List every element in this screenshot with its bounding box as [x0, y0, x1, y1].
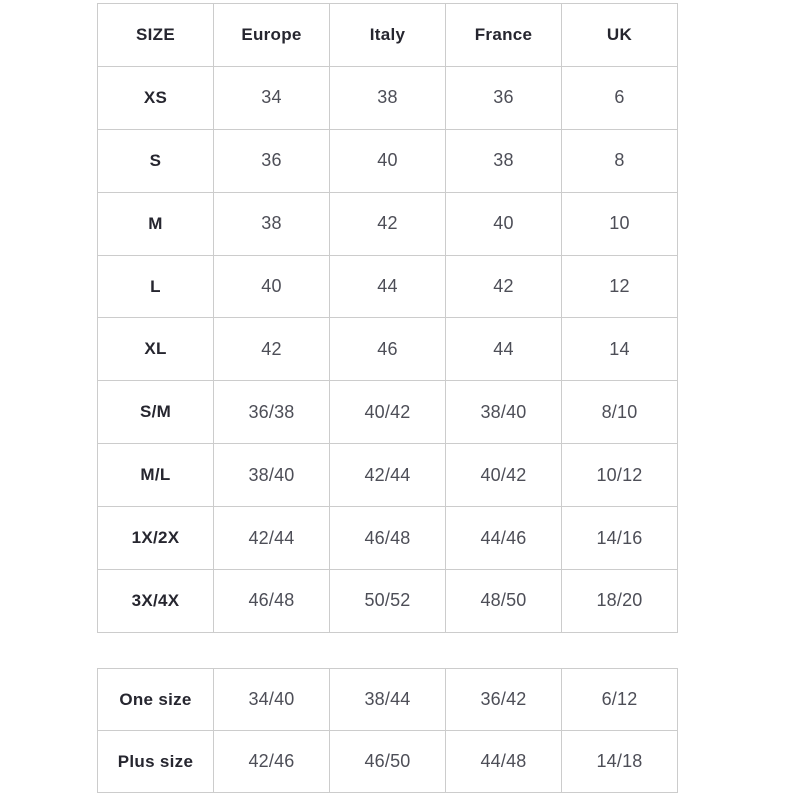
size-row-label: L [98, 255, 214, 318]
size-value-cell: 44 [446, 318, 562, 381]
size-value-cell: 40/42 [446, 444, 562, 507]
size-value-cell: 42 [214, 318, 330, 381]
size-value-cell: 42/44 [214, 507, 330, 570]
size-value-cell: 6/12 [562, 669, 678, 731]
size-value-cell: 38 [330, 66, 446, 129]
size-row-label: M [98, 192, 214, 255]
table-row [98, 66, 678, 129]
size-value-cell: 36/38 [214, 381, 330, 444]
size-value-cell: 8 [562, 129, 678, 192]
size-value-cell: 44/46 [446, 507, 562, 570]
size-value-cell: 6 [562, 66, 678, 129]
size-value-cell: 44/48 [446, 731, 562, 793]
size-conversion-table [97, 3, 678, 633]
size-value-cell: 12 [562, 255, 678, 318]
size-value-cell: 40 [214, 255, 330, 318]
size-value-cell: 10 [562, 192, 678, 255]
size-value-cell: 14/16 [562, 507, 678, 570]
size-value-cell: 46/50 [330, 731, 446, 793]
size-value-cell: 10/12 [562, 444, 678, 507]
size-row-label: XL [98, 318, 214, 381]
table-row [98, 444, 678, 507]
size-value-cell: 38/40 [214, 444, 330, 507]
size-conversion-table-header [98, 4, 678, 67]
size-row-label: XS [98, 66, 214, 129]
size-value-cell: 8/10 [562, 381, 678, 444]
size-value-cell: 38/40 [446, 381, 562, 444]
table-row [98, 669, 678, 731]
region-column-header: Europe [214, 4, 330, 67]
size-value-cell: 14/18 [562, 731, 678, 793]
size-value-cell: 42/46 [214, 731, 330, 793]
size-value-cell: 38/44 [330, 669, 446, 731]
size-row-label: Plus size [98, 731, 214, 793]
size-value-cell: 42/44 [330, 444, 446, 507]
table-row [98, 507, 678, 570]
size-value-cell: 36 [446, 66, 562, 129]
table-row [98, 192, 678, 255]
table-header-row [98, 4, 678, 67]
size-value-cell: 36/42 [446, 669, 562, 731]
size-value-cell: 50/52 [330, 570, 446, 633]
size-row-label: S/M [98, 381, 214, 444]
region-column-header: France [446, 4, 562, 67]
table-row [98, 129, 678, 192]
size-value-cell: 38 [214, 192, 330, 255]
size-value-cell: 34/40 [214, 669, 330, 731]
size-value-cell: 42 [330, 192, 446, 255]
region-column-header: UK [562, 4, 678, 67]
size-value-cell: 18/20 [562, 570, 678, 633]
size-value-cell: 34 [214, 66, 330, 129]
table-row [98, 255, 678, 318]
size-value-cell: 42 [446, 255, 562, 318]
size-value-cell: 46/48 [330, 507, 446, 570]
size-row-label: One size [98, 669, 214, 731]
table-row [98, 570, 678, 633]
table-row [98, 381, 678, 444]
table-row [98, 318, 678, 381]
size-conversion-table-body [98, 66, 678, 632]
size-value-cell: 44 [330, 255, 446, 318]
size-row-label: 3X/4X [98, 570, 214, 633]
special-sizes-table [97, 668, 678, 793]
size-value-cell: 46/48 [214, 570, 330, 633]
size-value-cell: 36 [214, 129, 330, 192]
size-row-label: M/L [98, 444, 214, 507]
special-sizes-table-body [98, 669, 678, 793]
size-value-cell: 40 [446, 192, 562, 255]
size-column-header: SIZE [98, 4, 214, 67]
size-row-label: S [98, 129, 214, 192]
region-column-header: Italy [330, 4, 446, 67]
size-row-label: 1X/2X [98, 507, 214, 570]
table-row [98, 731, 678, 793]
size-value-cell: 40/42 [330, 381, 446, 444]
size-value-cell: 48/50 [446, 570, 562, 633]
size-value-cell: 14 [562, 318, 678, 381]
size-value-cell: 40 [330, 129, 446, 192]
size-value-cell: 46 [330, 318, 446, 381]
size-value-cell: 38 [446, 129, 562, 192]
